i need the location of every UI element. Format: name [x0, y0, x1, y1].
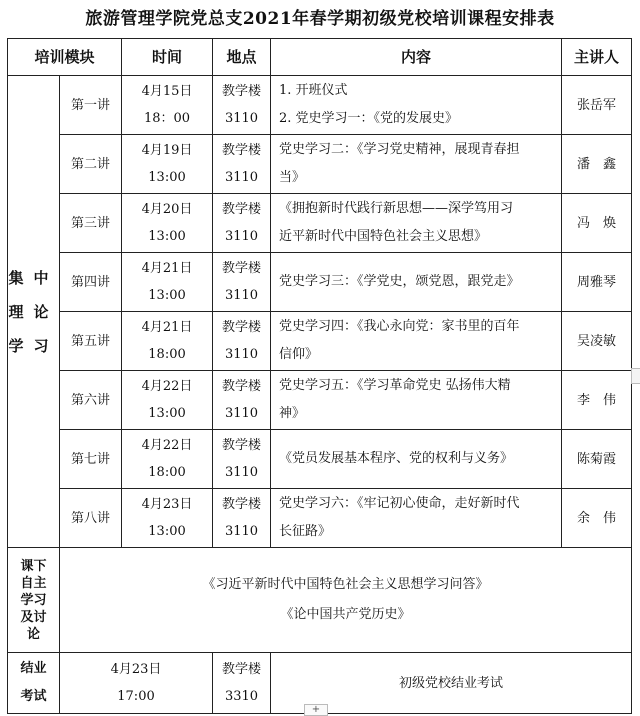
- lecture-name: 第三讲: [60, 194, 122, 253]
- exam-label: 结业 考试: [8, 653, 60, 714]
- exam-time: 4月23日 17:00: [60, 653, 213, 714]
- header-place: 地点: [213, 39, 271, 76]
- lecture-content: 1. 开班仪式 2. 党史学习一：《党的发展史》: [271, 76, 562, 135]
- lecture-content: 党史学习四：《我心永向党：家书里的百年 信仰》: [271, 312, 562, 371]
- lecture-content: 《拥抱新时代践行新思想——深学笃用习 近平新时代中国特色社会主义思想》: [271, 194, 562, 253]
- lecture-place: 教学楼 3110: [213, 135, 271, 194]
- exam-place: 教学楼 3310: [213, 653, 271, 714]
- header-content: 内容: [271, 39, 562, 76]
- lecture-place: 教学楼 3110: [213, 253, 271, 312]
- lecture-place: 教学楼 3110: [213, 489, 271, 548]
- lecture-time: 4月21日 13:00: [122, 253, 213, 312]
- lecture-row-2: [8, 135, 632, 194]
- lecture-time: 4月22日 18:00: [122, 430, 213, 489]
- lecture-time: 4月19日 13:00: [122, 135, 213, 194]
- lecture-row-4: [8, 253, 632, 312]
- header-speaker: 主讲人: [562, 39, 632, 76]
- lecture-row-1: [8, 76, 632, 135]
- lecture-name: 第七讲: [60, 430, 122, 489]
- lecture-row-7: [8, 430, 632, 489]
- lecture-time: 4月22日 13:00: [122, 371, 213, 430]
- lecture-place: 教学楼 3110: [213, 371, 271, 430]
- lecture-time: 4月20日 13:00: [122, 194, 213, 253]
- page-title: 旅游管理学院党总支2021年春学期初级党校培训课程安排表: [85, 9, 555, 29]
- lecture-name: 第一讲: [60, 76, 122, 135]
- lecture-time: 4月15日 18：00: [122, 76, 213, 135]
- lecture-content: 党史学习二：《学习党史精神，展现青春担 当》: [271, 135, 562, 194]
- lecture-speaker: 吴凌敏: [562, 312, 632, 371]
- lecture-name: 第六讲: [60, 371, 122, 430]
- lecture-speaker: 李 伟: [562, 371, 632, 430]
- lecture-place: 教学楼 3110: [213, 76, 271, 135]
- self-study-books: 《习近平新时代中国特色社会主义思想学习问答》 《论中国共产党历史》: [60, 548, 632, 653]
- lecture-speaker: 张岳军: [562, 76, 632, 135]
- add-row-handle[interactable]: +: [304, 704, 328, 716]
- scroll-handle[interactable]: [631, 368, 640, 384]
- lecture-speaker: 潘 鑫: [562, 135, 632, 194]
- header-row: [8, 39, 632, 76]
- exam-content: 初级党校结业考试: [271, 653, 632, 714]
- lecture-row-3: [8, 194, 632, 253]
- lecture-content: 党史学习五：《学习革命党史 弘扬伟大精 神》: [271, 371, 562, 430]
- lecture-content: 党史学习三：《学党史，颂党恩，跟党走》: [271, 253, 562, 312]
- lecture-row-8: [8, 489, 632, 548]
- lecture-name: 第八讲: [60, 489, 122, 548]
- lecture-speaker: 陈菊霞: [562, 430, 632, 489]
- lecture-name: 第二讲: [60, 135, 122, 194]
- lecture-time: 4月23日 13:00: [122, 489, 213, 548]
- lecture-name: 第四讲: [60, 253, 122, 312]
- lecture-time: 4月21日 18:00: [122, 312, 213, 371]
- lecture-row-5: [8, 312, 632, 371]
- lecture-content: 党史学习六：《牢记初心使命，走好新时代 长征路》: [271, 489, 562, 548]
- lecture-place: 教学楼 3110: [213, 194, 271, 253]
- self-study-row: [8, 548, 632, 653]
- header-module: 培训模块: [8, 39, 122, 76]
- lecture-content: 《党员发展基本程序、党的权利与义务》: [271, 430, 562, 489]
- lecture-place: 教学楼 3110: [213, 312, 271, 371]
- header-time: 时间: [122, 39, 213, 76]
- self-study-label: 课下 自主 学习 及讨 论: [8, 548, 60, 653]
- lecture-row-6: [8, 371, 632, 430]
- lecture-speaker: 周雅琴: [562, 253, 632, 312]
- lecture-place: 教学楼 3110: [213, 430, 271, 489]
- lecture-speaker: 余 伟: [562, 489, 632, 548]
- schedule-table: [7, 38, 632, 714]
- group-label: 集中 理论 学习: [8, 76, 60, 548]
- lecture-speaker: 冯 焕: [562, 194, 632, 253]
- lecture-name: 第五讲: [60, 312, 122, 371]
